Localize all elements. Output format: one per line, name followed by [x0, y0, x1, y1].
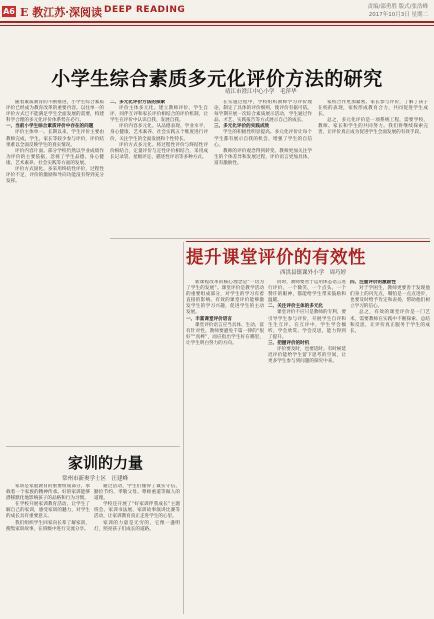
- paragraph: 学生的积极性明显提高。多元化评价让每个学生都有展示自我的机会，增强了学生的自信心。: [214, 130, 312, 148]
- paragraph: 家训的力量是无穷的，它像一盏明灯，照亮孩子们成长的道路。: [94, 520, 180, 532]
- paragraph: 课堂评价语言应当具体、生动、富有针对性。教师要避免千篇一律的“很好”“真棒”，而应指出学生好在哪里，让学生明白努力的方向。: [186, 322, 264, 346]
- subheading: 三、把握评价的时机: [268, 340, 310, 346]
- article2-title: 提升课堂评价的有效性: [186, 248, 366, 268]
- header-rule: [0, 21, 434, 23]
- article1-column-1: [6, 100, 104, 325]
- issue-date: 2017年10月3日 星期二: [368, 12, 428, 18]
- paragraph: 评价方式多元化。将过程性评价与终结性评价相结合，定量评价与定性评价相结合，采用成长记录袋、星级评定、描述性评语等多种方式。: [110, 142, 208, 160]
- subheading: 三、多元化评价的实践成效: [214, 124, 270, 130]
- section-divider: [6, 446, 180, 447]
- paragraph: 总之，有效的课堂评价是一门艺术，需要教师在实践中不断探索、总结和反思，让评价真正服务于学生的成长。: [350, 310, 430, 334]
- paragraph: 同时，教师要善于运用体态语言进行评价，一个微笑、一个点头、一个赞许的眼神，都能给学生带来鼓励和温暖。: [268, 280, 346, 304]
- paragraph: 我们组织学生回家向长辈了解家训，搜集家训故事，在班级中进行交流分享。: [6, 520, 90, 532]
- paragraph: 家训是家庭教育的重要组成部分，承载着一个家族的精神传承。好的家训能够潜移默化地影响孩子的品格和行为习惯。: [6, 484, 90, 502]
- paragraph: 课堂评价不应只是教师的专利，要引导学生参与评价，开展学生自评和生生互评。在互评中，学生学会倾听、学会欣赏、学会反思，能力得到了提升。: [268, 310, 346, 340]
- paragraph: 评价主体多元化。建立教师评价、学生自评、同伴互评和家长评价相结合的评价机制，让学生在评价中认识自我、发展自我。: [110, 106, 208, 124]
- article2-column-1: [186, 280, 264, 614]
- paragraph: 通过活动，学生们懂得了诚实守信、勤俭节约、孝敬父母、尊师重道等做人的道理。: [94, 484, 180, 502]
- section-title: E 教江苏·深阅读: [20, 6, 103, 19]
- article2-top-rule: [186, 241, 430, 242]
- paragraph: 评价方式固化。多采用终结性评价，过程性评价不足，评价的激励和导向功能没有得到充分发挥。: [6, 167, 104, 185]
- paragraph: 评价主体单一。长期以来，学生评价主要由教师完成，学生、家长等较少参与评价，评价结果难以全面反映学生的真实情况。: [6, 130, 104, 148]
- header-rule-thin: [0, 25, 434, 26]
- subheading: 一、丰富课堂评价语言: [186, 316, 232, 322]
- paragraph: 总之，多元化评价是一项系统工程，需要学校、教师、家长和学生的共同努力。我们将继续探索完善，让评价真正成为促进学生全面发展的有效手段。: [318, 118, 428, 136]
- paragraph: 在实施过程中，学校组织教师学习评价理论，制定了具体的评价细则，使评价有据可依。每学期开展一次综合素质展示活动，学生通过作品、才艺、实践报告等方式展示自己的成长。: [214, 100, 312, 124]
- paragraph: 对于学困生，教师更要善于发现他们身上的闪光点，哪怕是一点点进步，也要及时给予肯定和表扬，帮助他们树立学习的信心。: [350, 286, 430, 310]
- paragraph: 评价内容多元化。从品德表现、学业水平、身心健康、艺术素养、社会实践五个维度进行评价，关注学生的全面发展和个性特长。: [110, 124, 208, 142]
- article1-title: 小学生综合素质多元化评价方法的研究: [51, 68, 383, 90]
- article2-column-3: [350, 280, 430, 614]
- article1-column-2: [110, 100, 208, 236]
- article2-author: 西洪县镇课外小学 周巧婷: [280, 270, 347, 276]
- article1-column-3: [214, 100, 312, 236]
- page-header: [0, 0, 434, 34]
- subheading: 二、多元化评价方法的探索: [110, 100, 166, 105]
- paragraph: 学校还开展了“好家训伴我成长”主题班会、家训书法展、家训故事演讲比赛等活动，让家训教育真正走进学生的心里。: [94, 502, 180, 520]
- article3-column-1: [6, 484, 90, 614]
- paragraph: 评价要及时，也要适时。有时候延迟评价能给学生留下思考的空间，让更多学生参与到问题的探究中来。: [268, 347, 346, 365]
- paragraph: 新课程改革的核心理念是“一切为了学生的发展”。课堂评价是教学活动的重要组成部分，对学生的学习有着直接的影响。有效的课堂评价能够激发学生的学习兴趣，促进学生的主动发展。: [186, 280, 264, 316]
- paragraph: 家校合作更加紧密。家长参与评价，了解了孩子在校的表现，家校形成教育合力，共同促进学生成长。: [318, 100, 428, 118]
- column-divider: [183, 242, 184, 614]
- article2-column-2: [268, 280, 346, 614]
- article3-title: 家训的力量: [67, 454, 143, 472]
- article1-column-4: [318, 100, 428, 236]
- editor-info: 责编/邵勇胜 版式/张浩峰: [367, 4, 428, 10]
- page-number-tag: A6: [3, 7, 15, 16]
- article3-column-2: [94, 484, 180, 614]
- section-divider: [110, 238, 430, 239]
- article1-author: 靖江市澄江中心小学 毛萍华: [225, 89, 297, 95]
- subheading: 四、注重评价的激励性: [350, 280, 396, 285]
- paragraph: 教师的评价观念得到转变。教师更加关注学生的个体差异和发展过程，评价语言更加具体、富有激励性。: [214, 148, 312, 166]
- paragraph: 随着素质教育的不断推进，小学生综合素质评价已经成为教育改革的重要内容。以往单一的评价方式已不能满足学生全面发展的需要，构建科学合理的多元化评价体系势在必行。: [6, 100, 104, 124]
- header-meta: [368, 3, 428, 19]
- paragraph: 在学校开展家训教育活动，让学生了解自己的家训，感受家训的魅力，对学生的成长具有重要意义。: [6, 502, 90, 520]
- article3-author: 常州市新奥学士区 汪建峰: [62, 476, 129, 482]
- subheading: 一、当前小学生综合素质评价中存在的问题: [6, 124, 94, 130]
- paragraph: 评价内容片面。部分学校仍然以学业成绩作为评价的主要依据，忽视了学生品德、身心健康、艺术素养、社会实践等方面的发展。: [6, 148, 104, 166]
- subheading: 二、关注评价主体的多元化: [268, 304, 324, 310]
- section-subtitle: DEEP READING: [104, 5, 186, 15]
